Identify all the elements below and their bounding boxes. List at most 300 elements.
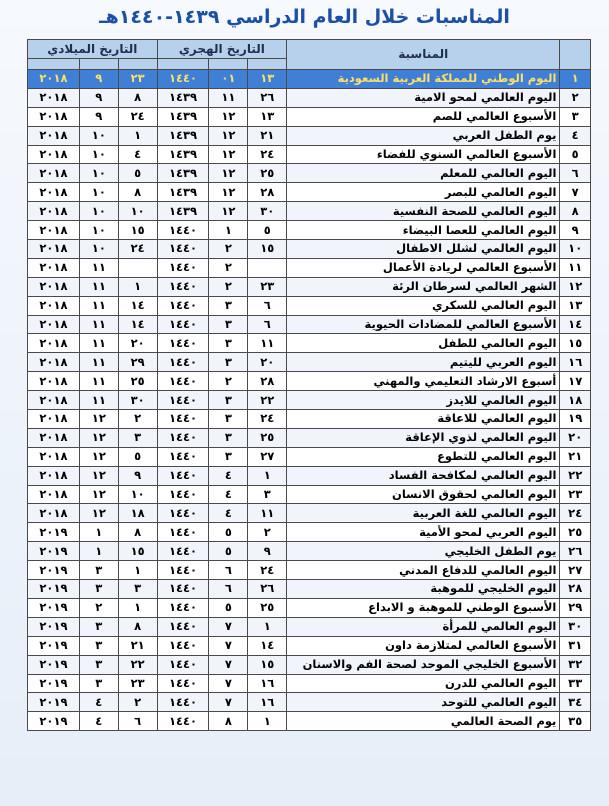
row-number: ١٣ bbox=[560, 296, 591, 315]
gregorian-day: ٢٥ bbox=[118, 372, 157, 391]
row-number: ٣٣ bbox=[560, 674, 591, 693]
gregorian-month: ٣ bbox=[79, 674, 118, 693]
hijri-year: ١٤٤٠ bbox=[157, 504, 209, 523]
gregorian-year: ٢٠١٨ bbox=[28, 391, 80, 410]
hijri-month: ١٢ bbox=[209, 107, 248, 126]
gregorian-day: ٢٩ bbox=[118, 353, 157, 372]
gregorian-day: ٢٣ bbox=[118, 70, 157, 89]
hijri-day: ١٥ bbox=[248, 655, 287, 674]
hijri-year: ١٤٣٩ bbox=[157, 126, 209, 145]
hijri-year: ١٤٤٠ bbox=[157, 334, 209, 353]
event-name: اليوم العالمي للصحة النفسية bbox=[287, 202, 560, 221]
events-table bbox=[27, 39, 591, 731]
gregorian-month: ١١ bbox=[79, 258, 118, 277]
hijri-year: ١٤٤٠ bbox=[157, 542, 209, 561]
row-number: ١٤ bbox=[560, 315, 591, 334]
gregorian-day bbox=[118, 258, 157, 277]
hijri-day: ٢ bbox=[248, 523, 287, 542]
gregorian-day: ٨ bbox=[118, 183, 157, 202]
event-name: اليوم العالمي للمعلم bbox=[287, 164, 560, 183]
gregorian-day: ٥ bbox=[118, 164, 157, 183]
gregorian-year: ٢٠١٨ bbox=[28, 277, 80, 296]
gregorian-month: ١١ bbox=[79, 315, 118, 334]
gregorian-month: ١٢ bbox=[79, 466, 118, 485]
hijri-month: ٢ bbox=[209, 372, 248, 391]
header-event: المناسبة bbox=[287, 40, 560, 70]
gregorian-day: ١٨ bbox=[118, 504, 157, 523]
row-number: ٢١ bbox=[560, 447, 591, 466]
hijri-month: ١١ bbox=[209, 88, 248, 107]
event-name: يوم الطفل الخليجي bbox=[287, 542, 560, 561]
table-row bbox=[28, 598, 591, 617]
gregorian-month: ١١ bbox=[79, 296, 118, 315]
event-name: اليوم العالمي لمكافحة الفساد bbox=[287, 466, 560, 485]
gregorian-month: ٤ bbox=[79, 693, 118, 712]
gregorian-year: ٢٠١٩ bbox=[28, 636, 80, 655]
gregorian-month: ١١ bbox=[79, 372, 118, 391]
hijri-day: ١١ bbox=[248, 504, 287, 523]
table-row bbox=[28, 636, 591, 655]
hijri-year: ١٤٤٠ bbox=[157, 636, 209, 655]
gregorian-month: ١٢ bbox=[79, 428, 118, 447]
hijri-month: ٢ bbox=[209, 258, 248, 277]
row-number: ٥ bbox=[560, 145, 591, 164]
table-row bbox=[28, 428, 591, 447]
event-name: الأسبوع الوطني للموهبة و الابداع bbox=[287, 598, 560, 617]
table-row bbox=[28, 447, 591, 466]
hijri-year: ١٤٣٩ bbox=[157, 164, 209, 183]
hijri-day: ٢٢ bbox=[248, 391, 287, 410]
hijri-day: ١٣ bbox=[248, 70, 287, 89]
gregorian-day: ٢٠ bbox=[118, 334, 157, 353]
table-row bbox=[28, 466, 591, 485]
row-number: ١٠ bbox=[560, 240, 591, 259]
gregorian-day: ٣٠ bbox=[118, 391, 157, 410]
gregorian-month: ١ bbox=[79, 542, 118, 561]
gregorian-year: ٢٠١٩ bbox=[28, 523, 80, 542]
hijri-day: ١٤ bbox=[248, 636, 287, 655]
row-number: ٣٥ bbox=[560, 712, 591, 731]
gregorian-year: ٢٠١٨ bbox=[28, 410, 80, 429]
table-row bbox=[28, 296, 591, 315]
event-name: أسبوع الارشاد التعليمي والمهني bbox=[287, 372, 560, 391]
hijri-month: ٥ bbox=[209, 598, 248, 617]
table-row bbox=[28, 617, 591, 636]
hijri-year: ١٤٤٠ bbox=[157, 447, 209, 466]
header-row bbox=[28, 40, 591, 59]
hijri-month: ٦ bbox=[209, 561, 248, 580]
gregorian-year: ٢٠١٩ bbox=[28, 598, 80, 617]
hijri-day: ١٥ bbox=[248, 240, 287, 259]
gregorian-day: ٤ bbox=[118, 145, 157, 164]
event-name: اليوم العربي لمحو الأمية bbox=[287, 523, 560, 542]
hijri-month: ١٢ bbox=[209, 126, 248, 145]
gregorian-year: ٢٠١٨ bbox=[28, 164, 80, 183]
gregorian-year: ٢٠١٩ bbox=[28, 655, 80, 674]
event-name: اليوم العالمي للسكري bbox=[287, 296, 560, 315]
gregorian-month: ١٠ bbox=[79, 164, 118, 183]
gregorian-month: ١٢ bbox=[79, 485, 118, 504]
hijri-year: ١٤٤٠ bbox=[157, 277, 209, 296]
hijri-year: ١٤٤٠ bbox=[157, 296, 209, 315]
gregorian-day: ١٤ bbox=[118, 296, 157, 315]
gregorian-day: ٢ bbox=[118, 410, 157, 429]
hijri-month: ١٢ bbox=[209, 145, 248, 164]
gregorian-year: ٢٠١٨ bbox=[28, 296, 80, 315]
hijri-month: ٤ bbox=[209, 466, 248, 485]
row-number: ٢٤ bbox=[560, 504, 591, 523]
row-number: ١٥ bbox=[560, 334, 591, 353]
row-number: ١٨ bbox=[560, 391, 591, 410]
hijri-month: ٣ bbox=[209, 428, 248, 447]
event-name: اليوم العالمي للدرن bbox=[287, 674, 560, 693]
row-number: ٢٠ bbox=[560, 428, 591, 447]
hijri-day: ١١ bbox=[248, 334, 287, 353]
gregorian-year: ٢٠١٩ bbox=[28, 693, 80, 712]
row-number: ١٦ bbox=[560, 353, 591, 372]
hijri-month: ٧ bbox=[209, 636, 248, 655]
hijri-month: ٤ bbox=[209, 485, 248, 504]
event-name: يوم الصحة العالمي bbox=[287, 712, 560, 731]
gregorian-month: ١٠ bbox=[79, 240, 118, 259]
hijri-year: ١٤٣٩ bbox=[157, 183, 209, 202]
hijri-year: ١٤٤٠ bbox=[157, 693, 209, 712]
table-row bbox=[28, 258, 591, 277]
header-number bbox=[560, 40, 591, 70]
gregorian-year: ٢٠١٨ bbox=[28, 485, 80, 504]
table-row bbox=[28, 126, 591, 145]
table-row bbox=[28, 561, 591, 580]
event-name: اليوم العالمي للايدز bbox=[287, 391, 560, 410]
hijri-day: ١٣ bbox=[248, 107, 287, 126]
hijri-day: ٢٥ bbox=[248, 164, 287, 183]
hijri-day: ١٦ bbox=[248, 674, 287, 693]
gregorian-year: ٢٠١٩ bbox=[28, 561, 80, 580]
table-row bbox=[28, 580, 591, 599]
table-row bbox=[28, 88, 591, 107]
table-row bbox=[28, 334, 591, 353]
hijri-year: ١٤٤٠ bbox=[157, 372, 209, 391]
hijri-month: ٣ bbox=[209, 296, 248, 315]
hijri-month: ١٢ bbox=[209, 202, 248, 221]
event-name: الأسبوع الخليجي الموحد لصحة الفم والاسنان bbox=[287, 655, 560, 674]
event-name: اليوم العالمي للطفل bbox=[287, 334, 560, 353]
hijri-day: ١ bbox=[248, 712, 287, 731]
table-row bbox=[28, 410, 591, 429]
hijri-year: ١٤٤٠ bbox=[157, 258, 209, 277]
gregorian-month: ١٠ bbox=[79, 202, 118, 221]
gregorian-day: ٢٢ bbox=[118, 655, 157, 674]
hijri-year: ١٤٤٠ bbox=[157, 221, 209, 240]
gregorian-year: ٢٠١٩ bbox=[28, 674, 80, 693]
table-row bbox=[28, 353, 591, 372]
hijri-month: ٧ bbox=[209, 617, 248, 636]
hijri-day: ٢٣ bbox=[248, 277, 287, 296]
header-gregorian: التاريخ الميلادي bbox=[28, 40, 158, 59]
hijri-month: ١٢ bbox=[209, 183, 248, 202]
hijri-year: ١٤٤٠ bbox=[157, 353, 209, 372]
event-name: اليوم العالمي للتطوع bbox=[287, 447, 560, 466]
hijri-year: ١٤٣٩ bbox=[157, 88, 209, 107]
table-row bbox=[28, 107, 591, 126]
gregorian-month: ٩ bbox=[79, 88, 118, 107]
hijri-day: ٣ bbox=[248, 485, 287, 504]
row-number: ٩ bbox=[560, 221, 591, 240]
table-row bbox=[28, 712, 591, 731]
row-number: ١٢ bbox=[560, 277, 591, 296]
gregorian-month: ٣ bbox=[79, 580, 118, 599]
gregorian-day: ١ bbox=[118, 598, 157, 617]
row-number: ٢٢ bbox=[560, 466, 591, 485]
table-row bbox=[28, 164, 591, 183]
hijri-year: ١٤٤٠ bbox=[157, 712, 209, 731]
row-number: ٢٣ bbox=[560, 485, 591, 504]
hijri-year: ١٤٤٠ bbox=[157, 561, 209, 580]
hijri-year: ١٤٤٠ bbox=[157, 70, 209, 89]
hijri-day: ٢٦ bbox=[248, 580, 287, 599]
row-number: ٢٦ bbox=[560, 542, 591, 561]
gregorian-day: ٩ bbox=[118, 466, 157, 485]
gregorian-day: ٨ bbox=[118, 88, 157, 107]
event-name: اليوم العالمي للبصر bbox=[287, 183, 560, 202]
hijri-month: ٧ bbox=[209, 693, 248, 712]
row-number: ٤ bbox=[560, 126, 591, 145]
gregorian-year: ٢٠١٨ bbox=[28, 447, 80, 466]
row-number: ٢٨ bbox=[560, 580, 591, 599]
gregorian-day: ٨ bbox=[118, 523, 157, 542]
table-row bbox=[28, 240, 591, 259]
row-number: ٣٤ bbox=[560, 693, 591, 712]
hijri-year: ١٤٣٩ bbox=[157, 202, 209, 221]
hijri-day: ٦ bbox=[248, 296, 287, 315]
gregorian-year: ٢٠١٨ bbox=[28, 334, 80, 353]
gregorian-month: ١١ bbox=[79, 391, 118, 410]
gregorian-day: ٣ bbox=[118, 428, 157, 447]
table-row bbox=[28, 485, 591, 504]
gregorian-year: ٢٠١٩ bbox=[28, 617, 80, 636]
event-name: اليوم العربي لليتيم bbox=[287, 353, 560, 372]
gregorian-year: ٢٠١٩ bbox=[28, 712, 80, 731]
event-name: اليوم العالمي للمرأة bbox=[287, 617, 560, 636]
table-row bbox=[28, 523, 591, 542]
hijri-month: ٠١ bbox=[209, 70, 248, 89]
hijri-year: ١٤٤٠ bbox=[157, 466, 209, 485]
gregorian-year: ٢٠١٨ bbox=[28, 428, 80, 447]
row-number: ٣١ bbox=[560, 636, 591, 655]
row-number: ١٧ bbox=[560, 372, 591, 391]
event-name: اليوم العالمي للغة العربية bbox=[287, 504, 560, 523]
gregorian-year: ٢٠١٨ bbox=[28, 372, 80, 391]
gregorian-day: ٢١ bbox=[118, 636, 157, 655]
row-number: ٦ bbox=[560, 164, 591, 183]
row-number: ١ bbox=[560, 70, 591, 89]
table-body bbox=[28, 70, 591, 731]
table-row bbox=[28, 504, 591, 523]
event-name: اليوم العالمي لذوي الإعاقة bbox=[287, 428, 560, 447]
hijri-day: ١٦ bbox=[248, 693, 287, 712]
hijri-month: ٣ bbox=[209, 447, 248, 466]
gregorian-day: ٢٤ bbox=[118, 240, 157, 259]
hijri-day: ٢٧ bbox=[248, 447, 287, 466]
gregorian-day: ١٥ bbox=[118, 221, 157, 240]
gregorian-year: ٢٠١٨ bbox=[28, 240, 80, 259]
hijri-year: ١٤٤٠ bbox=[157, 655, 209, 674]
gregorian-year: ٢٠١٨ bbox=[28, 504, 80, 523]
gregorian-day: ٨ bbox=[118, 617, 157, 636]
event-name: اليوم الخليجي للموهبة bbox=[287, 580, 560, 599]
table-row bbox=[28, 655, 591, 674]
hijri-month: ٣ bbox=[209, 391, 248, 410]
hijri-year: ١٤٤٠ bbox=[157, 240, 209, 259]
gregorian-day: ١ bbox=[118, 561, 157, 580]
hijri-day: ٢١ bbox=[248, 126, 287, 145]
hijri-day: ٢٨ bbox=[248, 183, 287, 202]
event-name: اليوم العالمي للاعاقة bbox=[287, 410, 560, 429]
hijri-day: ٩ bbox=[248, 542, 287, 561]
gregorian-month: ٤ bbox=[79, 712, 118, 731]
hijri-month: ٧ bbox=[209, 674, 248, 693]
event-name: الأسبوع العالمي السنوي للفضاء bbox=[287, 145, 560, 164]
table-row bbox=[28, 693, 591, 712]
gregorian-day: ١ bbox=[118, 277, 157, 296]
hijri-year: ١٤٤٠ bbox=[157, 315, 209, 334]
event-name: اليوم العالمي للتوحد bbox=[287, 693, 560, 712]
gregorian-year: ٢٠١٨ bbox=[28, 221, 80, 240]
gregorian-month: ١ bbox=[79, 523, 118, 542]
gregorian-year: ٢٠١٨ bbox=[28, 107, 80, 126]
hijri-month: ١ bbox=[209, 221, 248, 240]
hijri-month: ٧ bbox=[209, 655, 248, 674]
gregorian-month: ٣ bbox=[79, 636, 118, 655]
gregorian-day: ٢٤ bbox=[118, 107, 157, 126]
gregorian-year: ٢٠١٨ bbox=[28, 315, 80, 334]
table-row bbox=[28, 372, 591, 391]
hijri-day bbox=[248, 258, 287, 277]
gregorian-day: ٢٣ bbox=[118, 674, 157, 693]
hijri-month: ٥ bbox=[209, 542, 248, 561]
table-row bbox=[28, 183, 591, 202]
hijri-year: ١٤٤٠ bbox=[157, 391, 209, 410]
row-number: ٢٥ bbox=[560, 523, 591, 542]
hijri-year: ١٤٤٠ bbox=[157, 410, 209, 429]
hijri-day: ٢٤ bbox=[248, 410, 287, 429]
table-row bbox=[28, 542, 591, 561]
event-name: اليوم العالمي للعصا البيضاء bbox=[287, 221, 560, 240]
gregorian-year: ٢٠١٨ bbox=[28, 353, 80, 372]
gregorian-day: ١٠ bbox=[118, 485, 157, 504]
gregorian-month: ١٢ bbox=[79, 504, 118, 523]
event-name: اليوم العالمي لمحو الامية bbox=[287, 88, 560, 107]
hijri-year: ١٤٣٩ bbox=[157, 145, 209, 164]
hijri-month: ٣ bbox=[209, 410, 248, 429]
hijri-year: ١٤٤٠ bbox=[157, 674, 209, 693]
hijri-month: ٤ bbox=[209, 504, 248, 523]
event-name: اليوم العالمي لحقوق الانسان bbox=[287, 485, 560, 504]
row-number: ١٩ bbox=[560, 410, 591, 429]
gregorian-month: ١٢ bbox=[79, 447, 118, 466]
table-row bbox=[28, 221, 591, 240]
gregorian-month: ١١ bbox=[79, 277, 118, 296]
hijri-day: ٢٥ bbox=[248, 428, 287, 447]
hijri-day: ١ bbox=[248, 617, 287, 636]
hijri-month: ٥ bbox=[209, 523, 248, 542]
gregorian-year: ٢٠١٨ bbox=[28, 258, 80, 277]
table-row bbox=[28, 391, 591, 410]
hijri-year: ١٤٤٠ bbox=[157, 485, 209, 504]
gregorian-year: ٢٠١٨ bbox=[28, 70, 80, 89]
table-row bbox=[28, 202, 591, 221]
header-hijri: التاريخ الهجري bbox=[157, 40, 287, 59]
hijri-month: ٦ bbox=[209, 580, 248, 599]
table-row bbox=[28, 70, 591, 89]
event-name: الأسبوع العالمي لمتلازمة داون bbox=[287, 636, 560, 655]
gregorian-year: ٢٠١٨ bbox=[28, 88, 80, 107]
gregorian-month: ١٢ bbox=[79, 410, 118, 429]
gregorian-month: ١٠ bbox=[79, 126, 118, 145]
hijri-day: ٢٨ bbox=[248, 372, 287, 391]
event-name: اليوم العالمي للدفاع المدني bbox=[287, 561, 560, 580]
gregorian-year: ٢٠١٨ bbox=[28, 183, 80, 202]
event-name: الشهر العالمي لسرطان الرئة bbox=[287, 277, 560, 296]
row-number: ٣ bbox=[560, 107, 591, 126]
gregorian-month: ١١ bbox=[79, 334, 118, 353]
hijri-year: ١٤٤٠ bbox=[157, 598, 209, 617]
table-row bbox=[28, 674, 591, 693]
gregorian-day: ٢ bbox=[118, 693, 157, 712]
row-number: ٢٩ bbox=[560, 598, 591, 617]
gregorian-month: ٩ bbox=[79, 70, 118, 89]
gregorian-month: ٩ bbox=[79, 107, 118, 126]
hijri-day: ٣٠ bbox=[248, 202, 287, 221]
hijri-month: ٣ bbox=[209, 334, 248, 353]
row-number: ٧ bbox=[560, 183, 591, 202]
page-title: المناسبات خلال العام الدراسي ١٤٣٩-١٤٤٠هـ bbox=[99, 6, 510, 28]
gregorian-year: ٢٠١٩ bbox=[28, 542, 80, 561]
row-number: ٢ bbox=[560, 88, 591, 107]
event-name: الأسبوع العالمي للصم bbox=[287, 107, 560, 126]
event-name: اليوم العالمي لشلل الاطفال bbox=[287, 240, 560, 259]
gregorian-month: ٣ bbox=[79, 561, 118, 580]
hijri-day: ٢٤ bbox=[248, 561, 287, 580]
hijri-month: ٢ bbox=[209, 240, 248, 259]
row-number: ٨ bbox=[560, 202, 591, 221]
table-row bbox=[28, 315, 591, 334]
gregorian-month: ١١ bbox=[79, 353, 118, 372]
gregorian-month: ٣ bbox=[79, 617, 118, 636]
event-name: الأسبوع العالمي لريادة الأعمال bbox=[287, 258, 560, 277]
hijri-day: ٥ bbox=[248, 221, 287, 240]
gregorian-month: ١٠ bbox=[79, 145, 118, 164]
hijri-year: ١٤٤٠ bbox=[157, 428, 209, 447]
hijri-month: ٨ bbox=[209, 712, 248, 731]
hijri-day: ٢٦ bbox=[248, 88, 287, 107]
row-number: ٢٧ bbox=[560, 561, 591, 580]
gregorian-day: ٥ bbox=[118, 447, 157, 466]
hijri-month: ١٢ bbox=[209, 164, 248, 183]
row-number: ١١ bbox=[560, 258, 591, 277]
gregorian-day: ٣ bbox=[118, 580, 157, 599]
hijri-day: ٦ bbox=[248, 315, 287, 334]
hijri-year: ١٤٤٠ bbox=[157, 617, 209, 636]
event-name: يوم الطفل العربي bbox=[287, 126, 560, 145]
row-number: ٣٠ bbox=[560, 617, 591, 636]
gregorian-day: ١٥ bbox=[118, 542, 157, 561]
table-row bbox=[28, 145, 591, 164]
gregorian-day: ٦ bbox=[118, 712, 157, 731]
hijri-day: ٢٠ bbox=[248, 353, 287, 372]
gregorian-day: ١ bbox=[118, 126, 157, 145]
hijri-month: ٣ bbox=[209, 353, 248, 372]
